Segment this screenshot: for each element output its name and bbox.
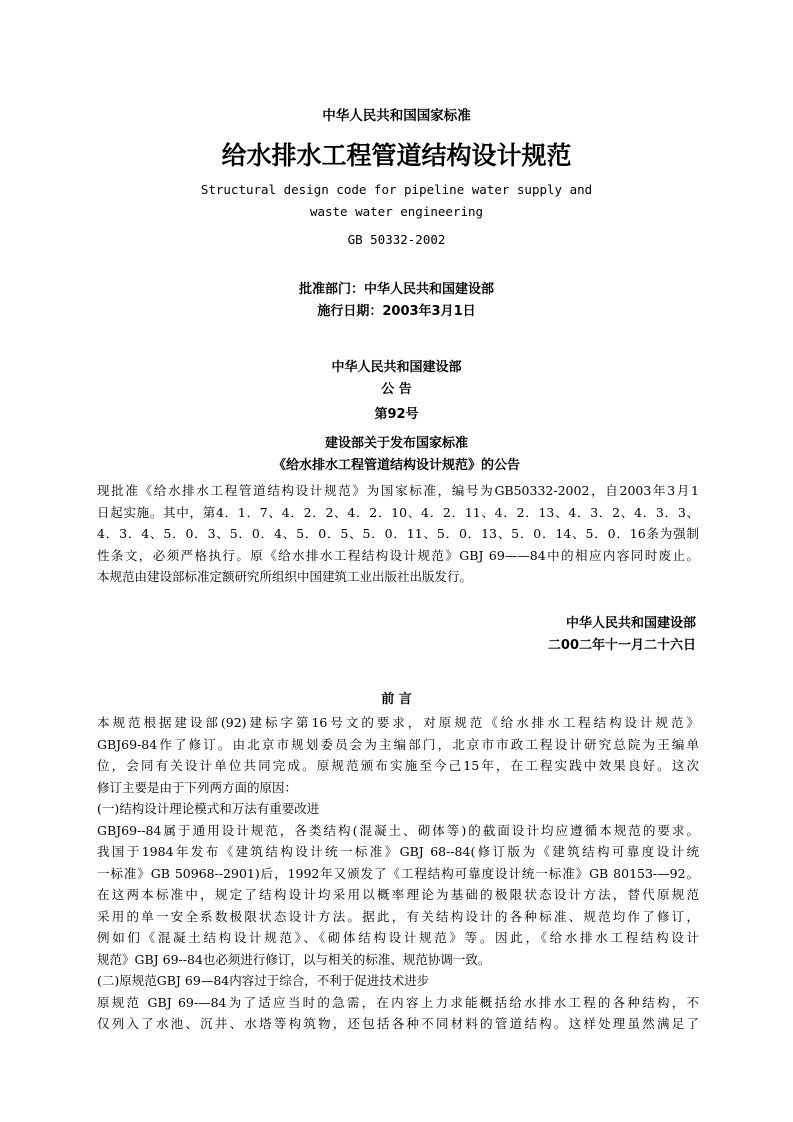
announcement-body-line: 4．3．4、5．0．3、5．0．4、5．0．5、5．0．11、5．0．13、5．0．14、5．0．16条为强制 [97,526,699,541]
announcement-body [97,480,699,588]
announcement-issuer: 中华人民共和国建设部 [331,360,462,375]
signature-date: 二00二年十一月二十六日 [547,638,696,653]
english-title-line2: waste water engineering [309,204,484,219]
preface-line: 修订主要是由于下列两方面的原因： [97,779,298,795]
preface-body [97,712,699,1035]
announcement-body-line: 日起实施。其中，第4．1．7、4．2．2、4．2．10、4．2．11、4．2．13、4．3．2、4．3．3、 [97,504,699,520]
preface-line: 本规范根据建设部(92)建标字第16号文的要求，对原规范《给水排水工程结构设计规范》 [97,715,699,730]
announcement-body-line: 现批准《给水排水工程管道结构设计规范》为国家标准，编号为GB50332-2002，自2003年3月1 [97,483,699,498]
preface-line: GBJ69--84属于通用设计规范，各类结构(混凝土、砌体等)的截面设计均应遵循本规范的要求。 [97,822,699,838]
approval-department: 批准部门：中华人民共和国建设部 [298,282,494,297]
org-title: 中华人民共和国国家标准 [322,108,471,124]
announcement-type: 公 告 [381,382,412,397]
effective-date: 施行日期：2003年3月1日 [317,304,476,319]
preface-heading: 前 言 [381,692,412,707]
preface-line: 原规范 GBJ 69-—84为了适应当时的急需，在内容上力求能概括给水排水工程的各种结构，不 [97,994,699,1010]
preface-line: 我国于1984年发布《建筑结构设计统一标准》GBJ 68--84(修订版为《建筑结构可靠度设计统 [97,844,699,859]
english-title-line1: Structural design code for pipeline water supply and [200,182,593,197]
preface-line: GBJ69-84作了修订。由北京市规划委员会为主编部门，北京市市政工程设计研究总院为王编单 [97,736,699,752]
standard-code: GB 50332-2002 [347,232,446,247]
announcement-title-line1: 建设部关于发布国家标准 [324,436,468,451]
preface-line: 例如们《混凝土结构设计规范》、《砌体结构设计规范》等。因此，《给水排水工程结构设计 [97,930,699,945]
announcement-number: 第92号 [374,407,419,422]
announcement-body-line: 本规范由建设部标准定额研究所组织中国建筑工业出版社出版发行。 [97,569,473,584]
preface-subheading: (二)原规范GBJ 69—84内容过于综合，不利于促进技术进步 [97,973,430,988]
preface-subheading: (一)结构设计理论模式和万法有重要改进 [97,801,320,816]
announcement-body-line: 性条文，必须严格执行。原《给水排水工程结构设计规范》GBJ 69——84中的相应内容同时废止。 [97,547,699,563]
announcement-title-line2: 《给水排水工程管道结构设计规范》的公告 [272,458,520,473]
preface-line: 在这两本标准中，规定了结构设计均采用以概率理论为基础的极限状态设计方法，替代原规范 [97,887,699,902]
preface-line: 一标准》GB 50968--2901)后，1992年又颁发了《工程结构可靠度设计统一标准》GB 80153-—92。 [97,865,699,881]
preface-line: 采用的单一安全系数极限状态设计方法。据此，有关结构设计的各种标准、规范均作了修订， [97,908,699,924]
preface-line: 仅列入了水池、沉井、水塔等构筑物，还包括各种不同材料的管道结构。这样处理虽然满足了 [97,1016,699,1031]
preface-line: 规范》GBJ 69--84也必须进行修订，以与相关的标准、规范协调一致。 [97,951,491,967]
signature-org: 中华人民共和国建设部 [565,616,696,631]
main-title: 给水排水工程管道结构设计规范 [221,141,572,170]
preface-line: 位，会同有关设计单位共同完成。原规范颁布实施至今己15年，在工程实践中效果良好。这次 [97,758,699,773]
